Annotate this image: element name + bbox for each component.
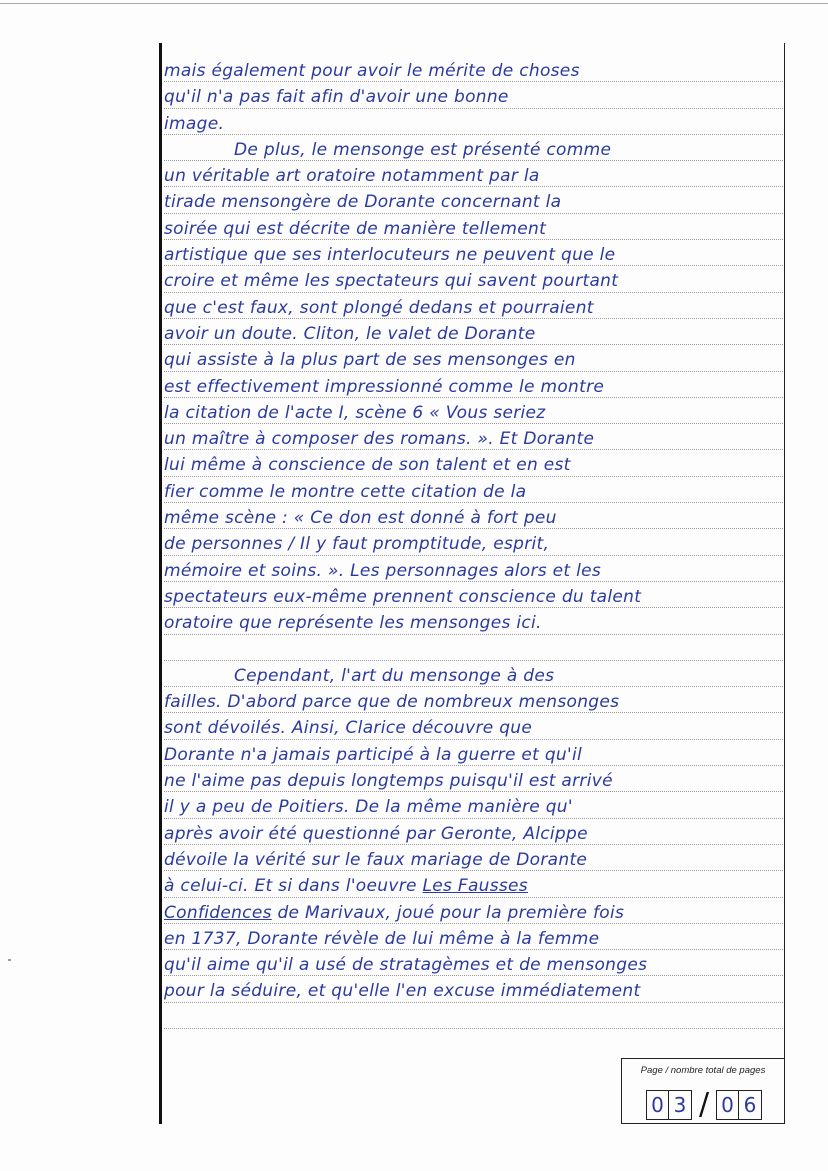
text-line [164,792,783,818]
line-text: il y a peu de Poitiers. De la même manière qu' [164,797,573,818]
left-margin-line [159,43,162,1124]
text-line [164,214,783,240]
line-text: soirée qui est décrite de manière tellement [164,218,547,239]
top-scan-edge [0,3,828,4]
line-text: même scène : « Ce don est donné à fort peu [164,508,557,529]
text-line [164,582,783,608]
text-line [164,293,783,319]
line-text: pour la séduire, et qu'elle l'en excuse immédiatement [164,981,641,1002]
text-line [164,450,783,476]
text-line [164,398,783,424]
text-line [164,82,783,108]
text-line [164,950,783,976]
line-text: failles. D'abord parce que de nombreux mensonges [164,692,620,713]
line-text: de Marivaux, joué pour la première fois [271,902,625,923]
line-text: Dorante n'a jamais participé à la guerre et qu'il [164,744,583,765]
line-text: spectateurs eux-même prennent conscience du talent [164,586,642,607]
page-separator: / [698,1087,710,1122]
line-text: mais également pour avoir le mérite de choses [164,61,580,81]
line-text: artistique que ses interlocuteurs ne peuvent que le [164,245,616,266]
text-line [164,345,783,371]
text-line [164,319,783,345]
text-line [164,109,783,135]
line-text: à celui-ci. Et si dans l'oeuvre [164,876,417,897]
text-line [164,740,783,766]
page-number-box [621,1058,785,1124]
text-line [164,687,783,713]
text-line [164,424,783,450]
text-line [164,819,783,845]
page-number-digits [646,1089,762,1121]
line-text: avoir un doute. Cliton, le valet de Dorante [164,323,536,344]
underlined-title: Confidences [164,902,272,923]
text-line [164,556,783,582]
line-text: la citation de l'acte I, scène 6 « Vous seriez [164,402,546,423]
text-line [164,503,783,529]
line-text: mémoire et soins. ». Les personnages alors et les [164,560,602,581]
line-text: est effectivement impressionné comme le montre [164,376,605,397]
line-text: qu'il n'a pas fait afin d'avoir une bonne [164,87,509,108]
text-line [164,135,783,161]
current-page-digit-1: 0 [646,1090,669,1120]
total-pages-digit-2: 6 [739,1090,762,1120]
line-text: qui assiste à la plus part de ses mensonges en [164,350,576,371]
line-text: oratoire que représente les mensonges ici. [164,613,542,634]
line-text: croire et même les spectateurs qui savent pourtant [164,271,619,292]
line-text: en 1737, Dorante révèle de lui même à la femme [164,928,600,949]
total-pages-digit-1: 0 [716,1090,739,1120]
text-line [164,898,783,924]
text-line [164,477,783,503]
text-line [164,161,783,187]
text-line [164,240,783,266]
text-line [164,266,783,292]
text-line [164,976,783,1002]
line-text: qu'il aime qu'il a usé de stratagèmes et de mensonges [164,955,648,976]
line-text: ne l'aime pas depuis longtemps puisqu'il est arrivé [164,771,613,792]
line-text: un véritable art oratoire notamment par la [164,166,540,187]
text-line [164,661,783,687]
text-line [164,924,783,950]
text-line [164,845,783,871]
scan-speck [8,959,11,961]
text-line [164,713,783,739]
text-line [164,529,783,555]
underlined-title: Les Fausses [422,876,528,897]
line-text: sont dévoilés. Ainsi, Clarice découvre que [164,718,533,739]
line-text: De plus, le mensonge est présenté comme [234,139,612,160]
line-text: après avoir été questionné par Geronte, Alcippe [164,823,588,844]
empty-ruled-line [164,1003,783,1029]
line-text: Cependant, l'art du mensonge à des [234,665,555,686]
page-number-label: Page / nombre total de pages [640,1065,766,1076]
line-text: dévoile la vérité sur le faux mariage de Dorante [164,849,588,870]
line-text: tirade mensongère de Dorante concernant la [164,192,562,213]
line-text: image. [164,113,225,134]
text-line [164,766,783,792]
line-text: de personnes / Il y faut promptitude, esprit, [164,534,550,555]
line-text: que c'est faux, sont plongé dedans et pourraient [164,297,594,318]
text-line [164,56,783,82]
text-line [164,608,783,634]
line-text: fier comme le montre cette citation de la [164,481,527,502]
text-line [164,372,783,398]
current-page-digit-2: 3 [669,1090,692,1120]
text-line [164,635,783,661]
text-line [164,871,783,897]
text-line [164,187,783,213]
line-text: un maître à composer des romans. ». Et Dorante [164,429,595,450]
right-margin-line [784,43,785,1058]
line-text: lui même à conscience de son talent et en est [164,455,571,476]
handwritten-page [164,56,783,1029]
